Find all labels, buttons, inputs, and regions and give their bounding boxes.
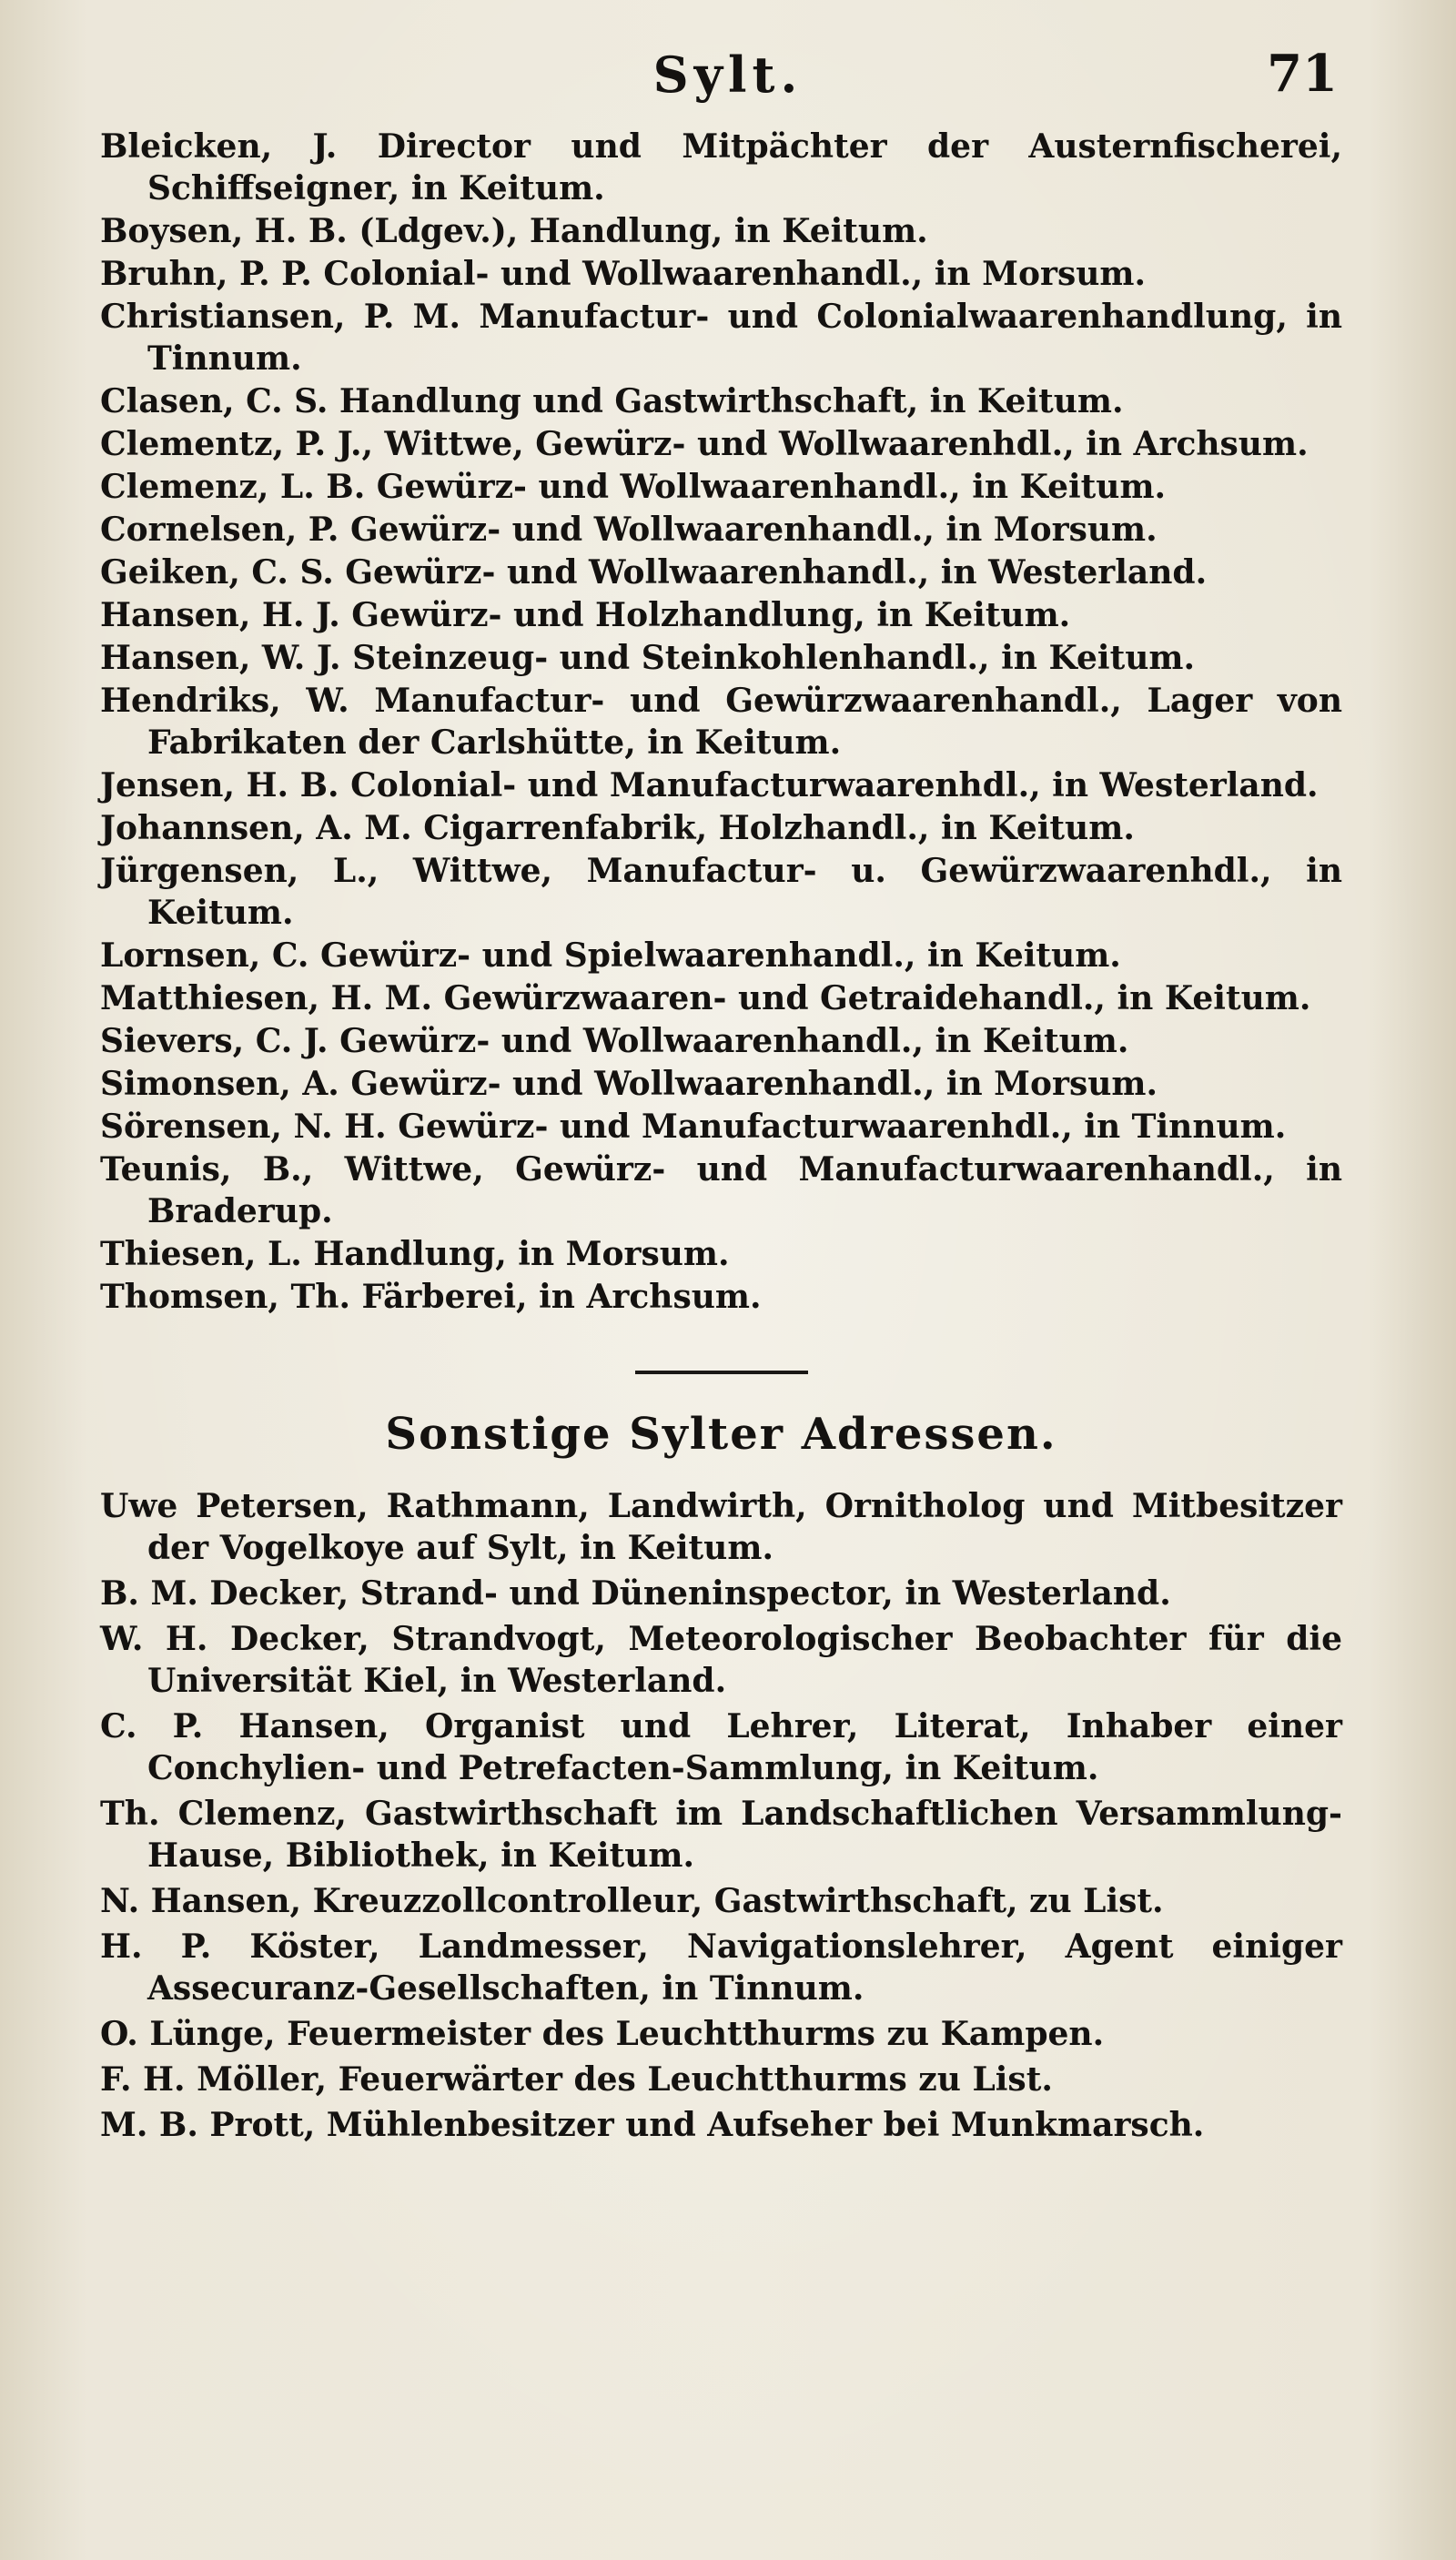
list-item: Hansen, H. J. Gewürz- und Holzhandlung, in Keitum. (100, 596, 1071, 634)
list-item: Boysen, H. B. (Ldgev.), Handlung, in Keitum. (100, 212, 928, 250)
list-item: C. P. Hansen, Organist und Lehrer, Literat, Inhaber einer Conchylien- und Petrefacten-Sammlung, in Keitum. (100, 1707, 1342, 1787)
list-item: Jensen, H. B. Colonial- und Manufacturwaarenhdl., in Westerland. (100, 766, 1319, 804)
list-item: Hendriks, W. Manufactur- und Gewürzwaarenhandl., Lager von Fabrikaten der Carlshütte, in Keitum. (100, 682, 1342, 762)
list-item: Lornsen, C. Gewürz- und Spielwaarenhandl., in Keitum. (100, 936, 1121, 975)
list-item: Clementz, P. J., Wittwe, Gewürz- und Wollwaarenhdl., in Archsum. (100, 425, 1309, 463)
list-item: Bleicken, J. Director und Mitpächter der Austernfischerei, Schiffseigner, in Keitum. (100, 127, 1342, 207)
list-item: N. Hansen, Kreuzzollcontrolleur, Gastwirthschaft, zu List. (100, 1882, 1164, 1920)
list-item: Sörensen, N. H. Gewürz- und Manufacturwaarenhdl., in Tinnum. (100, 1108, 1287, 1146)
page-header (0, 36, 1456, 118)
running-title: Sylt. (652, 46, 804, 104)
list-item: Thiesen, L. Handlung, in Morsum. (100, 1235, 730, 1273)
list-item: Bruhn, P. P. Colonial- und Wollwaarenhandl., in Morsum. (100, 255, 1147, 293)
page-number: 71 (1267, 44, 1338, 104)
section-heading: Sonstige Sylter Adressen. (385, 1409, 1057, 1460)
list-item: Thomsen, Th. Färberei, in Archsum. (100, 1278, 762, 1316)
list-item: Uwe Petersen, Rathmann, Landwirth, Ornitholog und Mitbesitzer der Vogelkoye auf Sylt, in Keitum. (100, 1487, 1342, 1567)
list-item: Geiken, C. S. Gewürz- und Wollwaarenhandl., in Westerland. (100, 553, 1208, 592)
address-list (100, 1485, 1342, 2146)
merchant-list (100, 126, 1342, 1318)
list-item: Christiansen, P. M. Manufactur- und Colonialwaarenhandlung, in Tinnum. (100, 298, 1342, 378)
list-item: Jürgensen, L., Wittwe, Manufactur- u. Gewürzwaarenhdl., in Keitum. (100, 852, 1342, 932)
list-item: Sievers, C. J. Gewürz- und Wollwaarenhandl., in Keitum. (100, 1022, 1129, 1060)
list-item: M. B. Prott, Mühlenbesitzer und Aufseher bei Munkmarsch. (100, 2106, 1205, 2144)
list-item: F. H. Möller, Feuerwärter des Leuchtthurms zu List. (100, 2060, 1053, 2099)
list-item: Clasen, C. S. Handlung und Gastwirthschaft, in Keitum. (100, 382, 1124, 420)
list-item: Teunis, B., Wittwe, Gewürz- und Manufacturwaarenhandl., in Braderup. (100, 1150, 1342, 1230)
list-item: Cornelsen, P. Gewürz- und Wollwaarenhandl., in Morsum. (100, 511, 1158, 549)
list-item: Clemenz, L. B. Gewürz- und Wollwaarenhandl., in Keitum. (100, 468, 1167, 506)
section-divider (635, 1371, 808, 1374)
list-item: H. P. Köster, Landmesser, Navigationslehrer, Agent einiger Assecuranz-Gesellschaften, in Tinnum. (100, 1928, 1342, 2008)
list-item: Simonsen, A. Gewürz- und Wollwaarenhandl., in Morsum. (100, 1065, 1158, 1103)
list-item: B. M. Decker, Strand- und Düneninspector, in Westerland. (100, 1574, 1171, 1613)
list-item: W. H. Decker, Strandvogt, Meteorologischer Beobachter für die Universität Kiel, in Westerland. (100, 1620, 1342, 1700)
list-item: Johannsen, A. M. Cigarrenfabrik, Holzhandl., in Keitum. (100, 809, 1135, 847)
list-item: Hansen, W. J. Steinzeug- und Steinkohlenhandl., in Keitum. (100, 639, 1195, 677)
list-item: Matthiesen, H. M. Gewürzwaaren- und Getraidehandl., in Keitum. (100, 979, 1311, 1017)
text-block (100, 126, 1342, 2150)
list-item: Th. Clemenz, Gastwirthschaft im Landschaftlichen Versammlung-Hause, Bibliothek, in Keitum. (100, 1795, 1342, 1875)
list-item: O. Lünge, Feuermeister des Leuchtthurms zu Kampen. (100, 2015, 1105, 2053)
